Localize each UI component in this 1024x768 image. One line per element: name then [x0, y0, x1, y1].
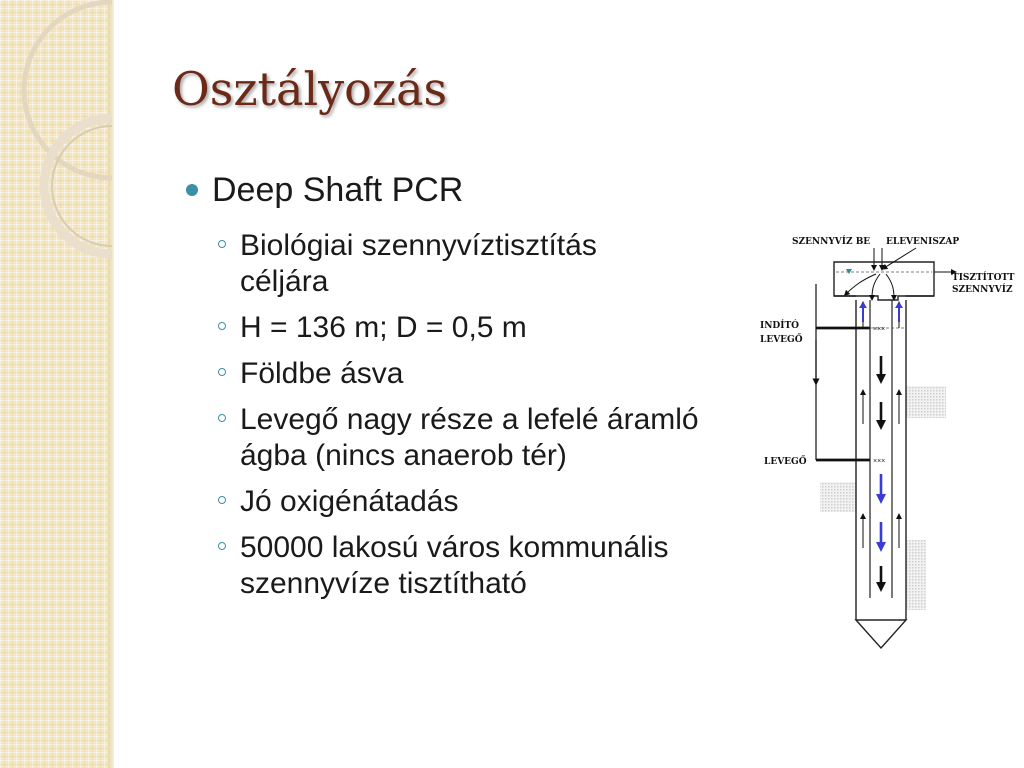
ring-bullet-icon: [218, 240, 226, 248]
flow-arrow: [846, 274, 876, 294]
label-indito-levego: LEVEGŐ: [760, 335, 803, 345]
label-eleveniszap: ELEVENISZAP: [886, 237, 960, 247]
sub-bullet-item: [218, 356, 758, 392]
label-szennyviz-be: SZENNYVÍZ BE: [792, 237, 871, 247]
sub-bullet-item: [218, 402, 758, 474]
bubble-arrow-head: [859, 302, 867, 308]
soil-hatch: [820, 482, 856, 512]
ring-bullet-icon: [218, 368, 226, 376]
label-szennyviz: SZENNYVÍZ: [952, 285, 1013, 295]
ring-bullet-icon: [218, 542, 226, 550]
sub-bullet-text: H = 136 m; D = 0,5 m: [240, 311, 527, 344]
label-indito: INDÍTÓ: [760, 321, 799, 331]
deep-shaft-diagram: [756, 228, 1016, 658]
soil-hatch: [906, 540, 926, 610]
flow-arrow: [872, 274, 880, 298]
slide-title: Osztályozás: [172, 62, 448, 116]
ring-bullet-icon: [218, 414, 226, 422]
main-bullet: [186, 170, 463, 210]
label-levego: LEVEGŐ: [764, 457, 807, 467]
down-flow-arrow-head: [876, 374, 886, 384]
air-bubbles-icon: ×××: [873, 458, 886, 465]
bubble-arrow-head: [895, 302, 903, 308]
down-flow-arrow-head: [876, 542, 886, 552]
flow-arrow: [886, 274, 894, 298]
down-flow-arrow-head: [876, 494, 886, 504]
sub-bullet-text: Levegő nagy része a lefelé áramló ágba (nincs anaerob tér): [240, 403, 699, 472]
shaft-bottom-cone: [856, 620, 906, 648]
ring-bullet-icon: [218, 322, 226, 330]
sub-bullet-text: Földbe ásva: [240, 357, 404, 390]
sub-bullet-list: [218, 228, 758, 612]
sludge-arrow: [884, 248, 916, 268]
bullet-dot-icon: [186, 184, 198, 196]
water-level-marker-icon: [846, 269, 852, 274]
decorative-rings: [0, 0, 180, 260]
sub-bullet-item: [218, 310, 758, 346]
sub-bullet-item: [218, 530, 758, 602]
soil-hatch: [906, 386, 946, 418]
sub-bullet-item: [218, 484, 758, 520]
sub-bullet-text: Biológiai szennyvíztisztítás céljára: [240, 229, 597, 298]
main-bullet-text: Deep Shaft PCR: [212, 171, 464, 209]
down-flow-arrow-head: [876, 420, 886, 430]
air-bubbles-icon: ×××: [873, 326, 886, 333]
label-tisztitott: TISZTÍTOTT: [952, 273, 1015, 283]
down-flow-arrow-head: [876, 582, 886, 592]
sub-bullet-text: 50000 lakosú város kommunális szennyvíze tisztítható: [240, 531, 669, 600]
ring-bullet-icon: [218, 496, 226, 504]
sub-bullet-item: [218, 228, 758, 300]
sub-bullet-text: Jó oxigénátadás: [240, 485, 459, 518]
